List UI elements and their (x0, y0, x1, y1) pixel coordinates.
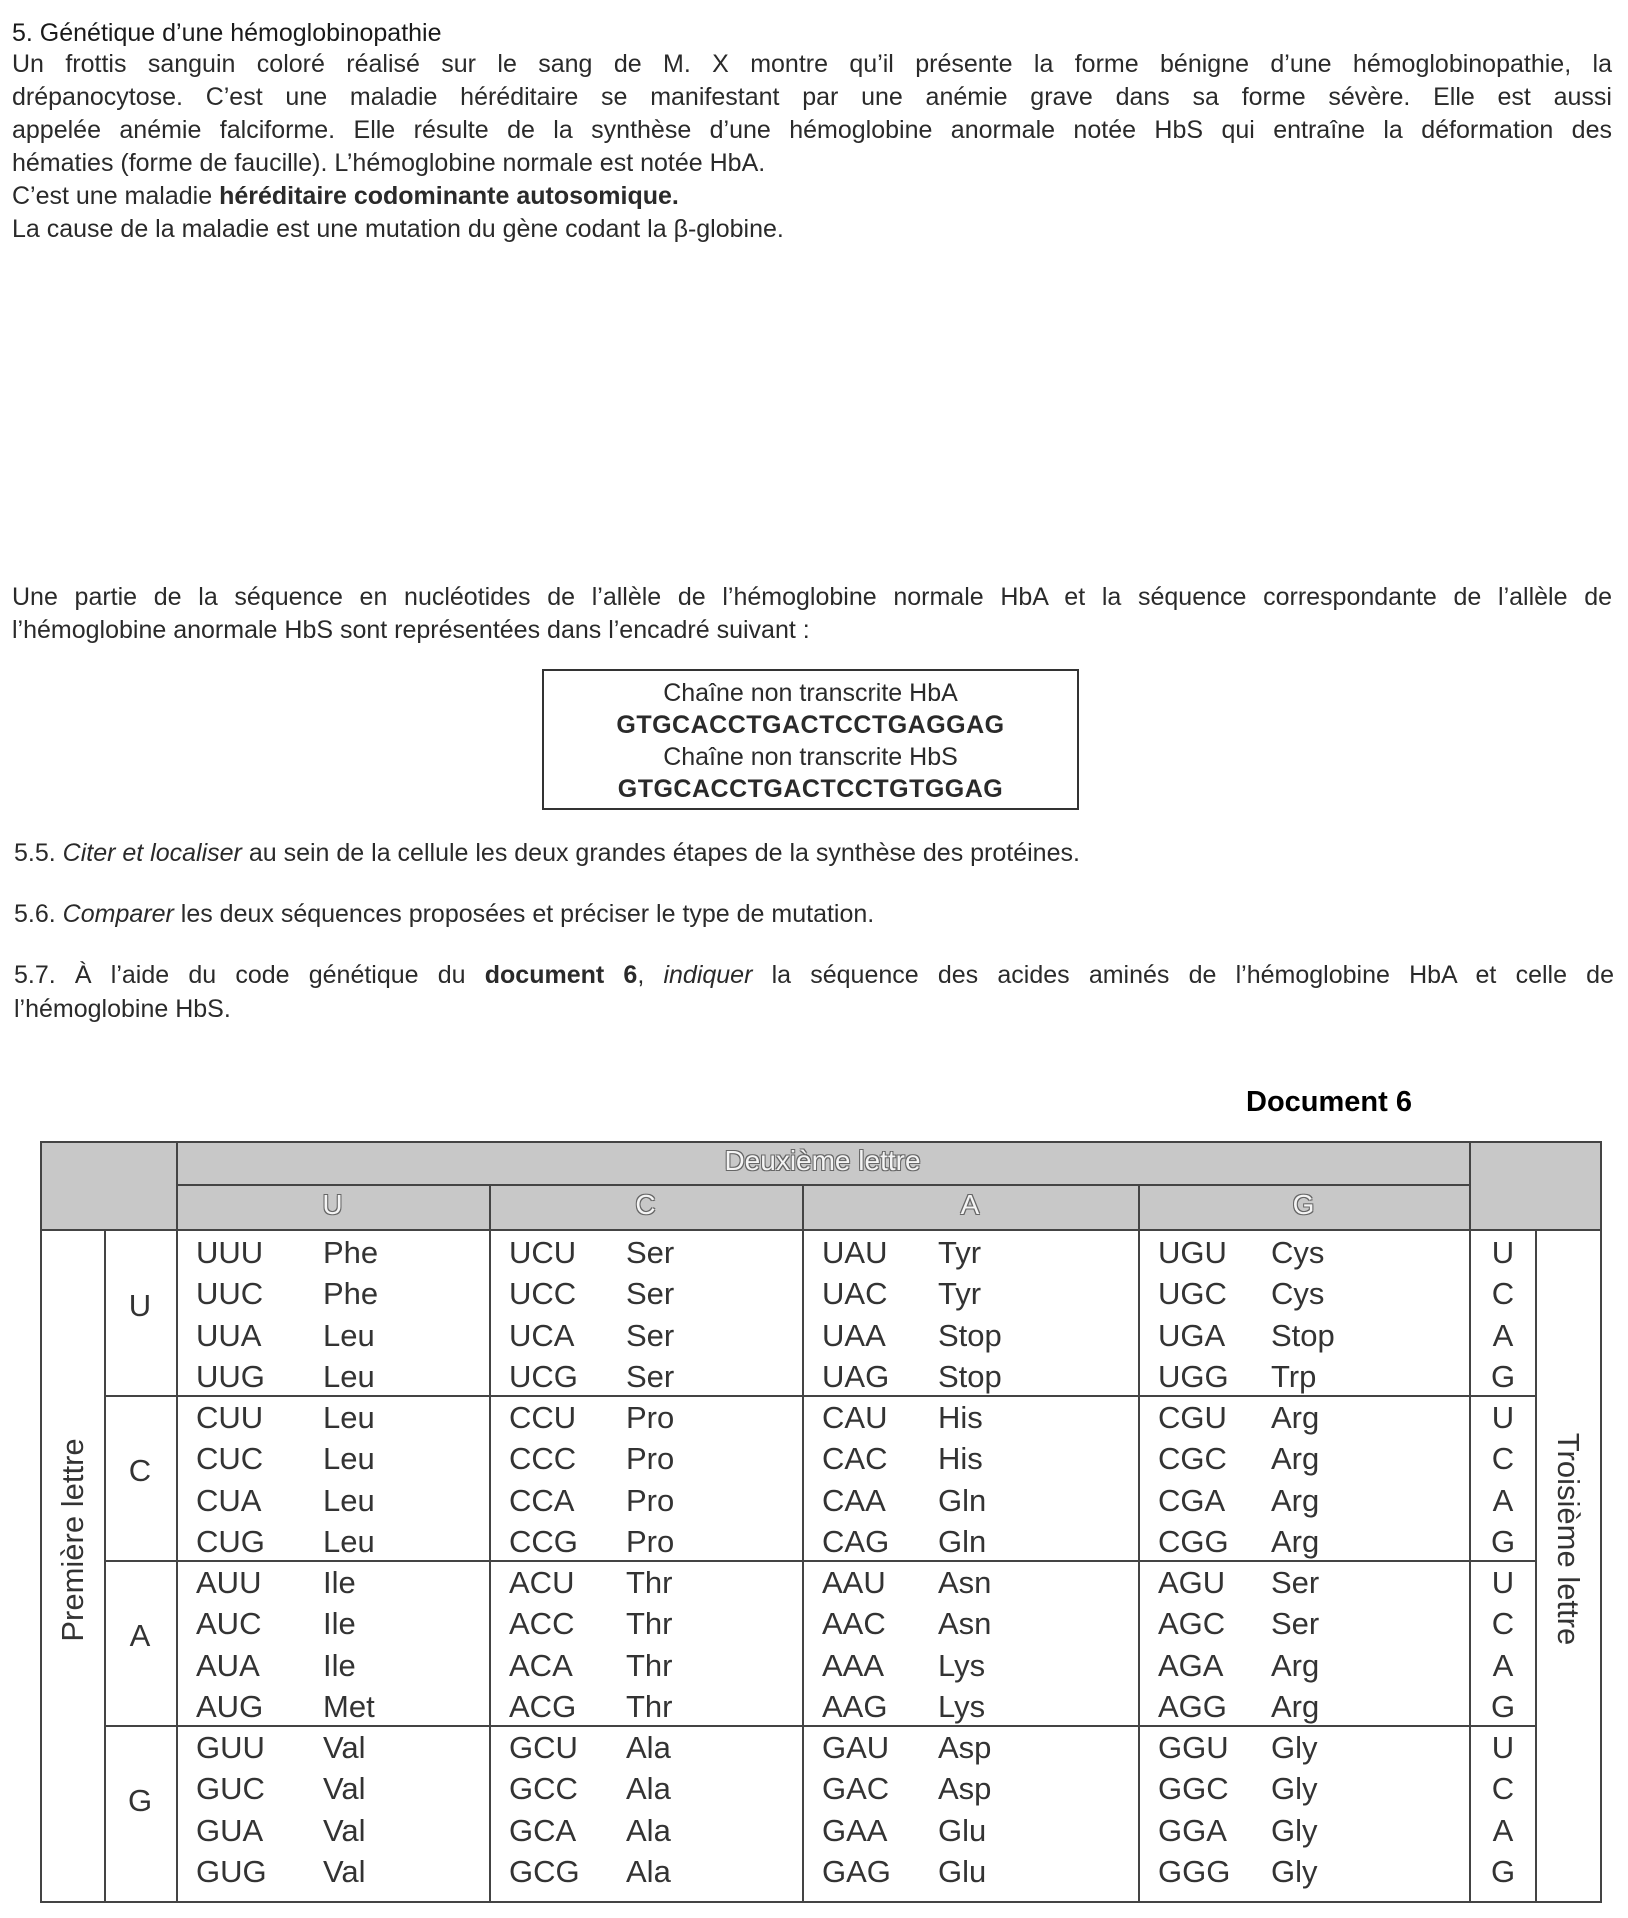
codon-CAC: CAC (822, 1441, 888, 1477)
hbs-sequence: GTGCACCTGACTCCTGTGGAG (617, 775, 1004, 803)
table-rule (1535, 1229, 1537, 1903)
amino-acid-UUC: Phe (323, 1276, 379, 1312)
amino-acid-GGG: Gly (1271, 1853, 1318, 1889)
question-number: 5.5. (14, 839, 63, 867)
amino-acid-CUC: Leu (323, 1441, 375, 1477)
amino-acid-AGA: Arg (1271, 1647, 1320, 1683)
third-letter-A: A (1492, 1647, 1514, 1683)
table-border (40, 1901, 1602, 1903)
codon-GCG: GCG (509, 1853, 580, 1889)
amino-acid-AUG: Met (323, 1688, 375, 1724)
table-rule (802, 1184, 804, 1903)
amino-acid-CCG: Pro (626, 1523, 675, 1559)
table-rule (104, 1229, 106, 1903)
codon-CGA: CGA (1158, 1482, 1226, 1518)
amino-acid-CUA: Leu (323, 1482, 375, 1518)
codon-UAC: UAC (822, 1276, 888, 1312)
codon-AGC: AGC (1158, 1606, 1226, 1642)
question-verb: Citer et localiser (62, 839, 242, 867)
amino-acid-GUC: Val (323, 1771, 366, 1807)
first-letter-C: C (128, 1453, 152, 1488)
question-verb: indiquer (663, 961, 753, 989)
third-letter-U: U (1491, 1235, 1515, 1270)
codon-AAC: AAC (822, 1606, 886, 1642)
sequence-intro-line: l’hémoglobine anormale HbS sont représentées dans l’encadré suivant : (12, 616, 810, 644)
amino-acid-AAG: Lys (938, 1688, 986, 1724)
third-letter-A: A (1492, 1812, 1514, 1848)
amino-acid-CCA: Pro (626, 1482, 675, 1518)
codon-AUG: AUG (196, 1688, 264, 1724)
amino-acid-AGG: Arg (1271, 1688, 1320, 1724)
codon-CGC: CGC (1158, 1441, 1227, 1477)
codon-CCA: CCA (509, 1482, 575, 1518)
codon-CAU: CAU (822, 1400, 888, 1435)
codon-CUA: CUA (196, 1482, 262, 1518)
codon-UGC: UGC (1158, 1276, 1227, 1312)
amino-acid-UCA: Ser (626, 1317, 675, 1353)
amino-acid-GGU: Gly (1271, 1730, 1318, 1765)
amino-acid-CCU: Pro (626, 1400, 675, 1435)
amino-acid-ACA: Thr (626, 1647, 673, 1683)
third-letter-U: U (1491, 1730, 1515, 1765)
third-letter-A: A (1492, 1482, 1514, 1518)
question-line: l’hémoglobine HbS. (14, 995, 231, 1023)
amino-acid-CCC: Pro (626, 1441, 675, 1477)
amino-acid-GCU: Ala (626, 1730, 671, 1765)
table-rule (489, 1184, 491, 1903)
sequence-box (542, 669, 1079, 810)
question-5-6 (14, 897, 1614, 931)
intro-emphasis: héréditaire codominante autosomique. (219, 182, 679, 210)
first-letter-title: Première lettre (55, 1438, 90, 1642)
hbs-label: Chaîne non transcrite HbS (663, 743, 958, 771)
question-text: la séquence des acides aminés de l’hémoglobine HbA et celle de (752, 961, 1614, 989)
codon-GUC: GUC (196, 1771, 265, 1807)
amino-acid-GAU: Asp (938, 1730, 992, 1765)
table-rule (1469, 1141, 1471, 1903)
intro-text: C’est une maladie (12, 182, 220, 210)
codon-ACU: ACU (509, 1565, 575, 1600)
codon-GCU: GCU (509, 1730, 578, 1765)
codon-GAA: GAA (822, 1812, 888, 1848)
third-letter-G: G (1490, 1853, 1516, 1889)
codon-CAA: CAA (822, 1482, 886, 1518)
amino-acid-UCG: Ser (626, 1358, 675, 1394)
amino-acid-CGU: Arg (1271, 1400, 1320, 1435)
amino-acid-AAC: Asn (938, 1606, 992, 1642)
amino-acid-GGA: Gly (1271, 1812, 1318, 1848)
intro-line: hématies (forme de faucille). L’hémoglobine normale est notée HbA. (12, 149, 766, 177)
amino-acid-CAG: Gln (938, 1523, 987, 1559)
codon-AUU: AUU (196, 1565, 262, 1600)
codon-UCA: UCA (509, 1317, 575, 1353)
third-letter-G: G (1490, 1358, 1516, 1394)
amino-acid-CUG: Leu (323, 1523, 375, 1559)
codon-UCU: UCU (509, 1235, 577, 1270)
question-number: 5.7. À l’aide du code génétique du (14, 961, 485, 989)
codon-GUU: GUU (196, 1730, 265, 1765)
question-5-7 (14, 958, 1614, 1026)
intro-line: La cause de la maladie est une mutation du gène codant la β-globine. (12, 215, 784, 243)
codon-GUG: GUG (196, 1853, 267, 1889)
codon-UUU: UUU (196, 1235, 264, 1270)
intro-line: appelée anémie falciforme. Elle résulte de la synthèse d’une hémoglobine anormale notée HbS qui entraîne la déformation des (12, 116, 1612, 144)
amino-acid-UGC: Cys (1271, 1276, 1325, 1312)
amino-acid-AAU: Asn (938, 1565, 992, 1600)
table-rule (104, 1560, 1537, 1562)
amino-acid-GUA: Val (323, 1812, 366, 1848)
third-letter-C: C (1491, 1276, 1515, 1312)
codon-UUA: UUA (196, 1317, 262, 1353)
amino-acid-GCG: Ala (626, 1853, 671, 1889)
question-5-5 (14, 836, 1614, 870)
codon-CCG: CCG (509, 1523, 578, 1559)
first-letter-U: U (128, 1288, 152, 1323)
amino-acid-UAC: Tyr (938, 1276, 982, 1312)
codon-UGG: UGG (1158, 1358, 1229, 1394)
codon-AUA: AUA (196, 1647, 260, 1683)
third-letter-C: C (1491, 1771, 1515, 1807)
amino-acid-GGC: Gly (1271, 1771, 1318, 1807)
question-text: , (637, 961, 664, 989)
codon-UCG: UCG (509, 1358, 578, 1394)
third-letter-U: U (1491, 1400, 1515, 1435)
sequence-intro (12, 581, 1612, 647)
amino-acid-UGU: Cys (1271, 1235, 1325, 1270)
codon-GCC: GCC (509, 1771, 578, 1807)
codon-ACC: ACC (509, 1606, 575, 1642)
third-letter-G: G (1490, 1523, 1516, 1559)
amino-acid-UUA: Leu (323, 1317, 375, 1353)
table-rule (104, 1395, 1537, 1397)
amino-acid-GUU: Val (323, 1730, 366, 1765)
amino-acid-GAG: Glu (938, 1853, 987, 1889)
question-line (14, 958, 1614, 992)
amino-acid-AUA: Ile (323, 1647, 356, 1683)
second-letter-title: Deuxième lettre (724, 1145, 921, 1176)
table-border (40, 1141, 1602, 1143)
codon-GUA: GUA (196, 1812, 264, 1848)
codon-GAC: GAC (822, 1771, 890, 1807)
third-letter-U: U (1491, 1565, 1515, 1600)
amino-acid-GCA: Ala (626, 1812, 671, 1848)
table-border (1600, 1141, 1602, 1903)
amino-acid-AUC: Ile (323, 1606, 356, 1642)
codon-GGU: GGU (1158, 1730, 1229, 1765)
amino-acid-GAA: Glu (938, 1812, 987, 1848)
amino-acid-CGA: Arg (1271, 1482, 1320, 1518)
section-heading: 5. Génétique d’une hémoglobinopathie (12, 19, 442, 47)
intro-line (12, 180, 1612, 213)
codon-AAA: AAA (822, 1647, 885, 1683)
amino-acid-UCU: Ser (626, 1235, 675, 1270)
amino-acid-UAG: Stop (938, 1358, 1002, 1394)
codon-CGU: CGU (1158, 1400, 1227, 1435)
intro-line: Un frottis sanguin coloré réalisé sur le sang de M. X montre qu’il présente la forme bénigne d’une hémoglobinopathie, la (12, 50, 1612, 78)
amino-acid-AUU: Ile (323, 1565, 356, 1600)
amino-acid-ACG: Thr (626, 1688, 673, 1724)
codon-CUU: CUU (196, 1400, 264, 1435)
codon-UUC: UUC (196, 1276, 264, 1312)
second-letter-c: C (635, 1189, 656, 1220)
document-reference: document 6 (484, 961, 638, 989)
codon-CGG: CGG (1158, 1523, 1229, 1559)
intro-line: drépanocytose. C’est une maladie héréditaire se manifestant par une anémie grave dans sa forme sévère. Elle est aussi (12, 83, 1612, 111)
third-letter-A: A (1492, 1317, 1514, 1353)
amino-acid-UCC: Ser (626, 1276, 675, 1312)
codon-ACA: ACA (509, 1647, 573, 1683)
question-text: les deux séquences proposées et préciser le type de mutation. (173, 900, 875, 928)
table-border (40, 1141, 42, 1903)
amino-acid-GAC: Asp (938, 1771, 992, 1807)
codon-AGU: AGU (1158, 1565, 1226, 1600)
codon-GGG: GGG (1158, 1853, 1231, 1889)
amino-acid-AGC: Ser (1271, 1606, 1320, 1642)
amino-acid-ACU: Thr (626, 1565, 673, 1600)
table-rule (176, 1141, 178, 1903)
codon-CCC: CCC (509, 1441, 577, 1477)
codon-CAG: CAG (822, 1523, 890, 1559)
amino-acid-CAA: Gln (938, 1482, 987, 1518)
codon-UAG: UAG (822, 1358, 890, 1394)
amino-acid-UAA: Stop (938, 1317, 1002, 1353)
amino-acid-UUU: Phe (323, 1235, 379, 1270)
codon-AAU: AAU (822, 1565, 886, 1600)
table-rule (104, 1725, 1537, 1727)
amino-acid-CGG: Arg (1271, 1523, 1320, 1559)
codon-AAG: AAG (822, 1688, 888, 1724)
codon-GCA: GCA (509, 1812, 577, 1848)
codon-UUG: UUG (196, 1358, 265, 1394)
question-verb: Comparer (62, 900, 174, 928)
question-number: 5.6. (14, 900, 63, 928)
genetic-code-table (40, 1141, 1602, 1903)
first-letter-G: G (127, 1783, 153, 1818)
amino-acid-CGC: Arg (1271, 1441, 1320, 1477)
codon-CCU: CCU (509, 1400, 577, 1435)
hba-label: Chaîne non transcrite HbA (663, 679, 958, 707)
amino-acid-UGA: Stop (1271, 1317, 1335, 1353)
amino-acid-AGU: Ser (1271, 1565, 1320, 1600)
second-letter-a: A (960, 1189, 980, 1220)
amino-acid-CAC: His (938, 1441, 983, 1477)
amino-acid-GCC: Ala (626, 1771, 671, 1807)
amino-acid-ACC: Thr (626, 1606, 673, 1642)
codon-GAU: GAU (822, 1730, 890, 1765)
third-letter-C: C (1491, 1606, 1515, 1642)
codon-UCC: UCC (509, 1276, 577, 1312)
codon-GGC: GGC (1158, 1771, 1229, 1807)
third-letter-C: C (1491, 1441, 1515, 1477)
table-rule (40, 1229, 1602, 1231)
amino-acid-AAA: Lys (938, 1647, 986, 1683)
codon-UGU: UGU (1158, 1235, 1227, 1270)
codon-GAG: GAG (822, 1853, 891, 1889)
sequence-intro-line: Une partie de la séquence en nucléotides de l’allèle de l’hémoglobine normale HbA et la séquence correspondante de l’allèle de (12, 583, 1612, 611)
second-letter-g: G (1292, 1189, 1315, 1220)
codon-GGA: GGA (1158, 1812, 1227, 1848)
codon-UGA: UGA (1158, 1317, 1226, 1353)
second-letter-u: U (322, 1189, 343, 1220)
amino-acid-CAU: His (938, 1400, 983, 1435)
amino-acid-CUU: Leu (323, 1400, 375, 1435)
document-label: Document 6 (1246, 1086, 1412, 1118)
codon-AGG: AGG (1158, 1688, 1227, 1724)
codon-UAA: UAA (822, 1317, 886, 1353)
question-text: au sein de la cellule les deux grandes étapes de la synthèse des protéines. (241, 839, 1080, 867)
amino-acid-UGG: Trp (1271, 1358, 1317, 1394)
table-rule (1138, 1184, 1140, 1903)
codon-UAU: UAU (822, 1235, 888, 1270)
first-letter-A: A (129, 1618, 151, 1653)
codon-ACG: ACG (509, 1688, 577, 1724)
codon-CUC: CUC (196, 1441, 264, 1477)
codon-CUG: CUG (196, 1523, 265, 1559)
amino-acid-UUG: Leu (323, 1358, 375, 1394)
table-rule (176, 1184, 1469, 1186)
codon-AGA: AGA (1158, 1647, 1224, 1683)
hba-sequence: GTGCACCTGACTCCTGAGGAG (616, 711, 1005, 739)
amino-acid-UAU: Tyr (938, 1235, 982, 1270)
amino-acid-GUG: Val (323, 1853, 366, 1889)
intro-paragraph (12, 48, 1612, 246)
codon-AUC: AUC (196, 1606, 262, 1642)
third-letter-title: Troisième lettre (1551, 1432, 1586, 1646)
third-letter-G: G (1490, 1688, 1516, 1724)
